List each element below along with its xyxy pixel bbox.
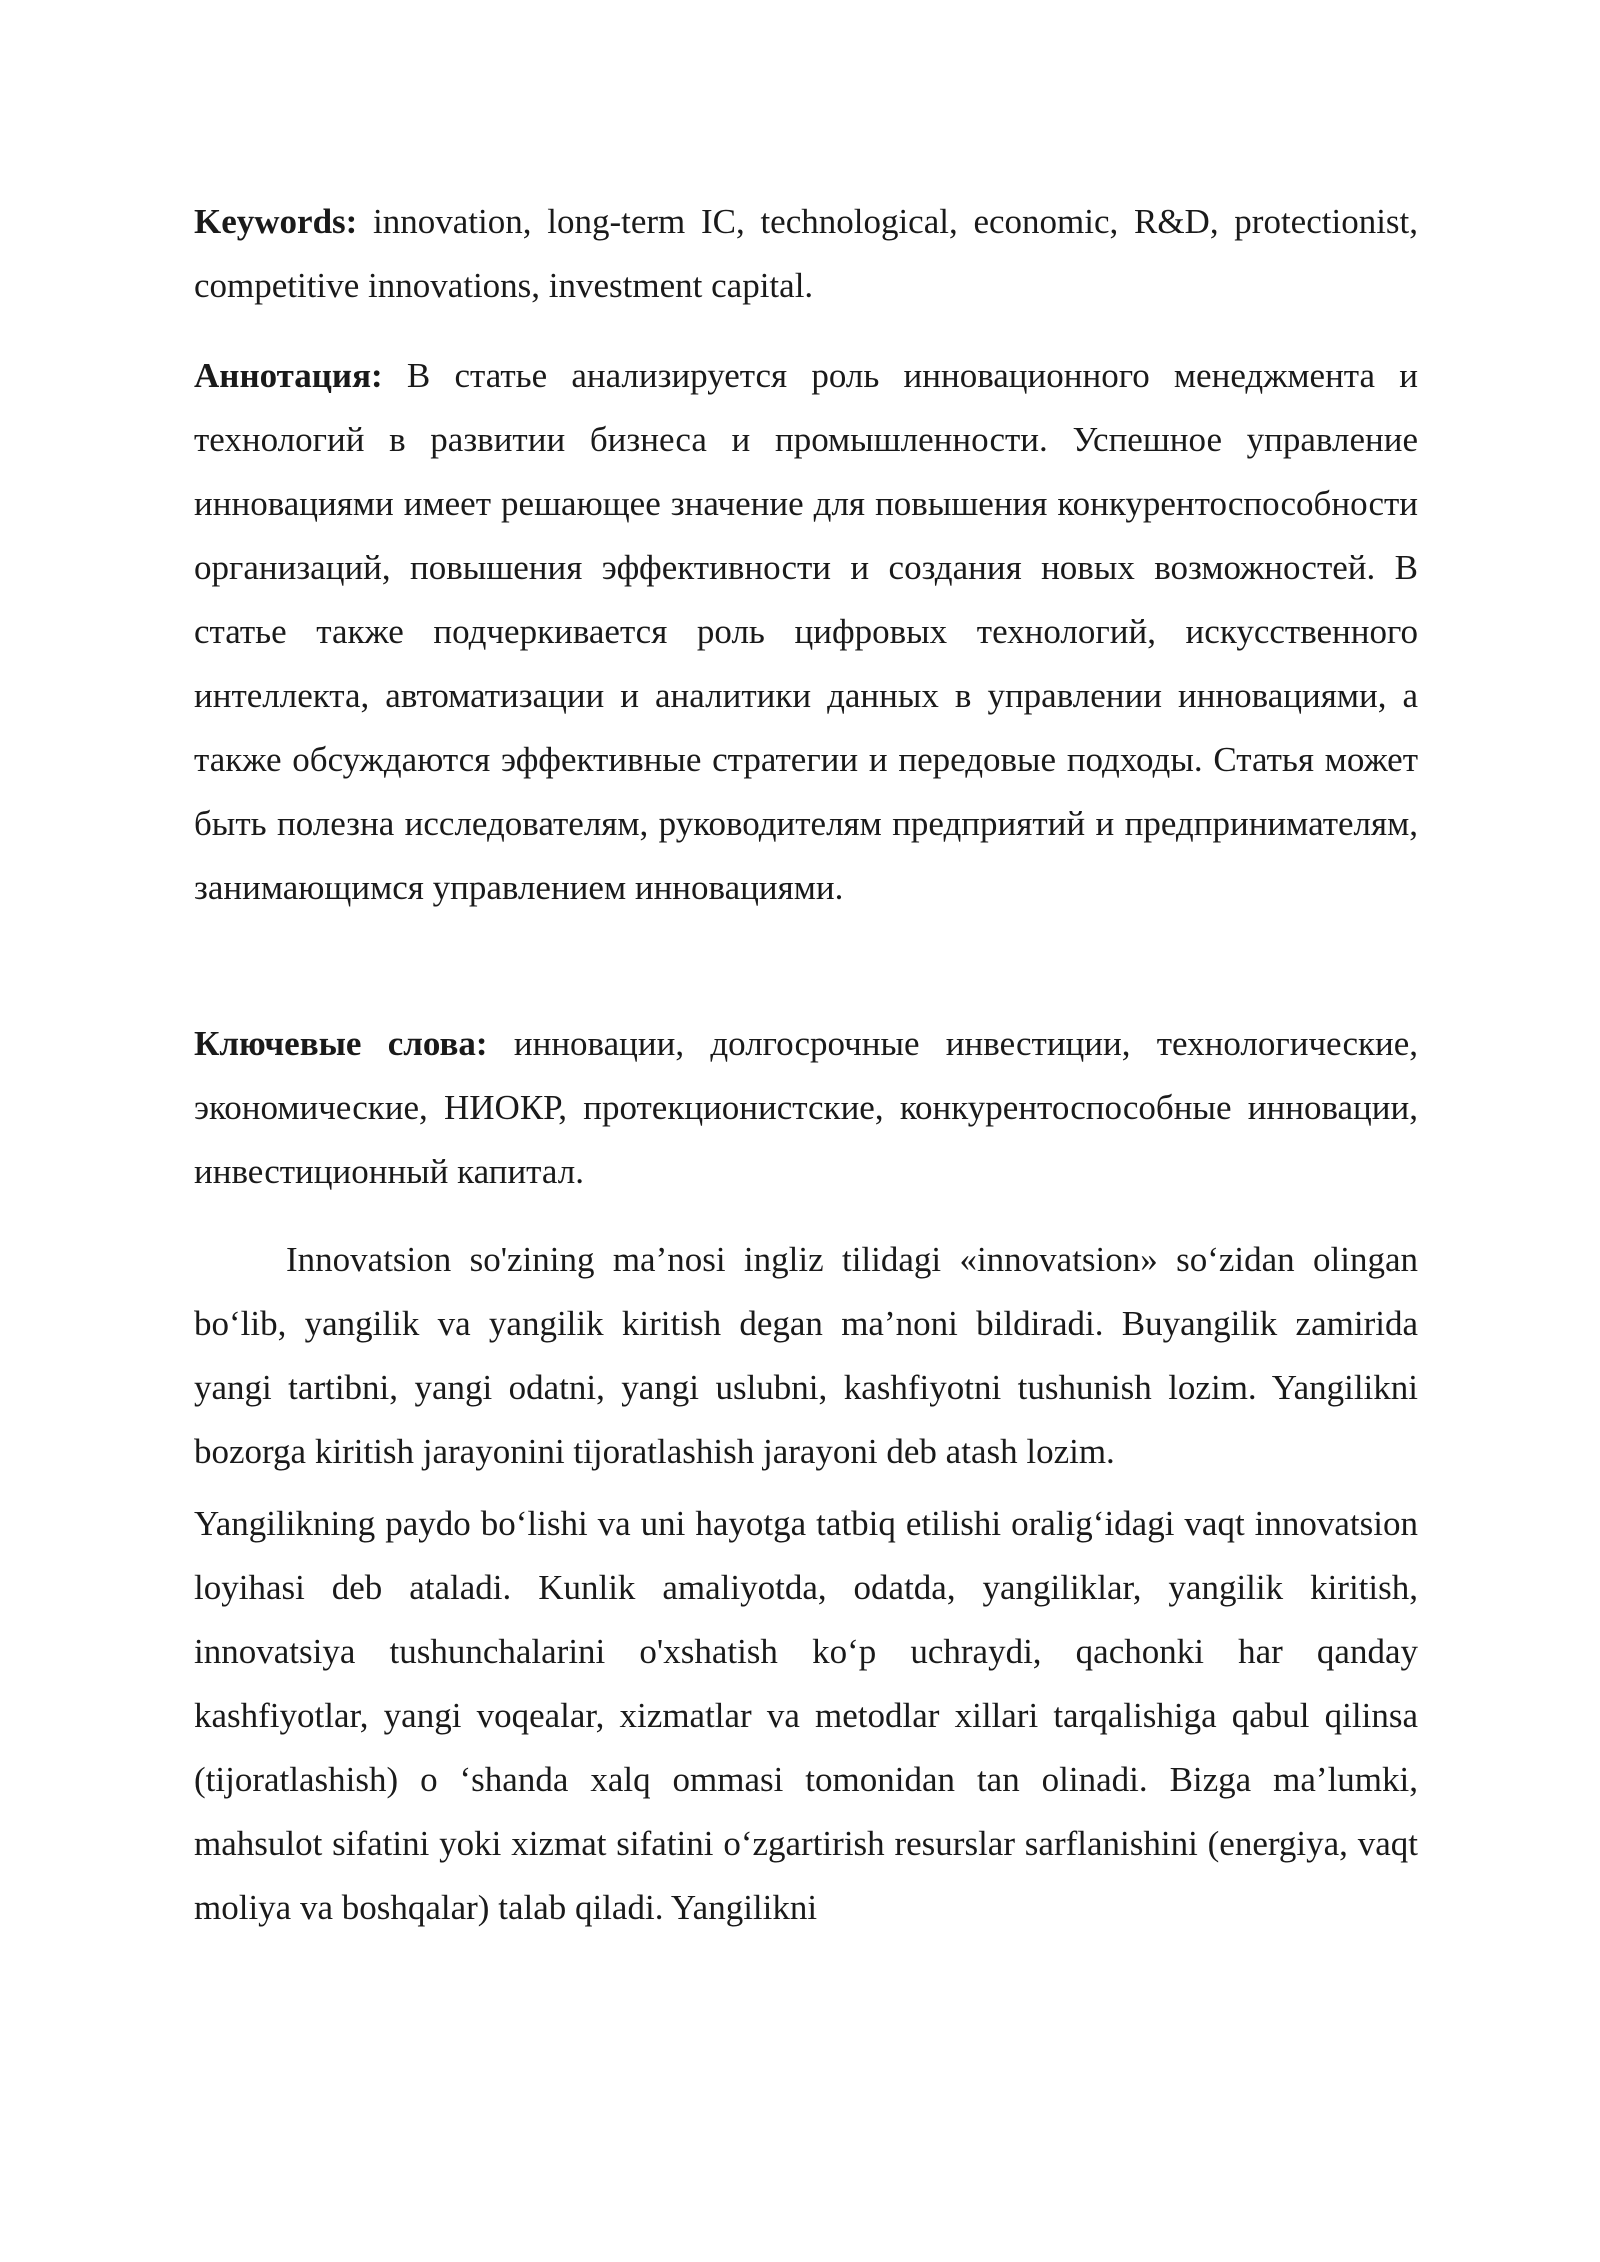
keywords-ru-paragraph bbox=[194, 1012, 1418, 1204]
annotation-ru-text: В статье анализируется роль инновационного менеджмента и технологий в развитии бизнеса и промышленности. Успешное управление инновациями имеет решающее значение для повышения конкурентоспособности организаций, повышения эффективности и создания новых возможностей. В статье также подчеркивается роль цифровых технологий, искусственного интеллекта, автоматизации и аналитики данных в управлении инновациями, а также обсуждаются эффективные стратегии и передовые подходы. Статья может быть полезна исследователям, руководителям предприятий и предпринимателям, занимающимся управлением инновациями. bbox=[194, 356, 1418, 907]
document-body bbox=[194, 190, 1418, 1940]
keywords-en-label: Keywords: bbox=[194, 202, 358, 241]
spacer bbox=[194, 318, 1418, 344]
keywords-en-paragraph bbox=[194, 190, 1418, 318]
annotation-ru-label: Аннотация: bbox=[194, 356, 383, 395]
body-paragraph-1: Innovatsion so'zining ma’nosi ingliz tilidagi «innovatsion» so‘zidan olingan bo‘lib, yangilik va yangilik kiritish degan ma’noni bildiradi. Buyangilik zamirida yangi tartibni, yangi odatni, yangi uslubni, kashfiyotni tushunish lozim. Yangilikni bozorga kiritish jarayonini tijoratlashish jarayoni deb atash lozim. bbox=[194, 1240, 1418, 1471]
body-paragraph-2: Yangilikning paydo bo‘lishi va uni hayotga tatbiq etilishi oralig‘idagi vaqt innovatsion loyihasi deb ataladi. Kunlik amaliyotda, odatda, yangiliklar, yangilik kiritish, innovatsiya tushunchalarini o'xshatish ko‘p uchraydi, qachonki har qanday kashfiyotlar, yangi voqealar, xizmatlar va metodlar xillari tarqalishiga qabul qilinsa (tijoratlashish) o ‘shanda xalq ommasi tomonidan tan olinadi. Bizga ma’lumki, mahsulot sifatini yoki xizmat sifatini o‘zgartirish resurslar sarflanishini (energiya, vaqt moliya va boshqalar) talab qiladi. Yangilikni bbox=[194, 1504, 1418, 1927]
annotation-ru-paragraph bbox=[194, 344, 1418, 920]
spacer bbox=[194, 1204, 1418, 1228]
keywords-ru-label: Ключевые слова: bbox=[194, 1024, 488, 1063]
spacer bbox=[194, 1484, 1418, 1492]
spacer bbox=[194, 920, 1418, 1012]
keywords-en-text: innovation, long-term IC, technological, economic, R&D, protectionist, competitive innovations, investment capital. bbox=[194, 202, 1419, 305]
keywords-ru-text: инновации, долгосрочные инвестиции, технологические, экономические, НИОКР, протекционистские, конкурентоспособные инновации, инвестиционный капитал. bbox=[194, 1024, 1419, 1191]
